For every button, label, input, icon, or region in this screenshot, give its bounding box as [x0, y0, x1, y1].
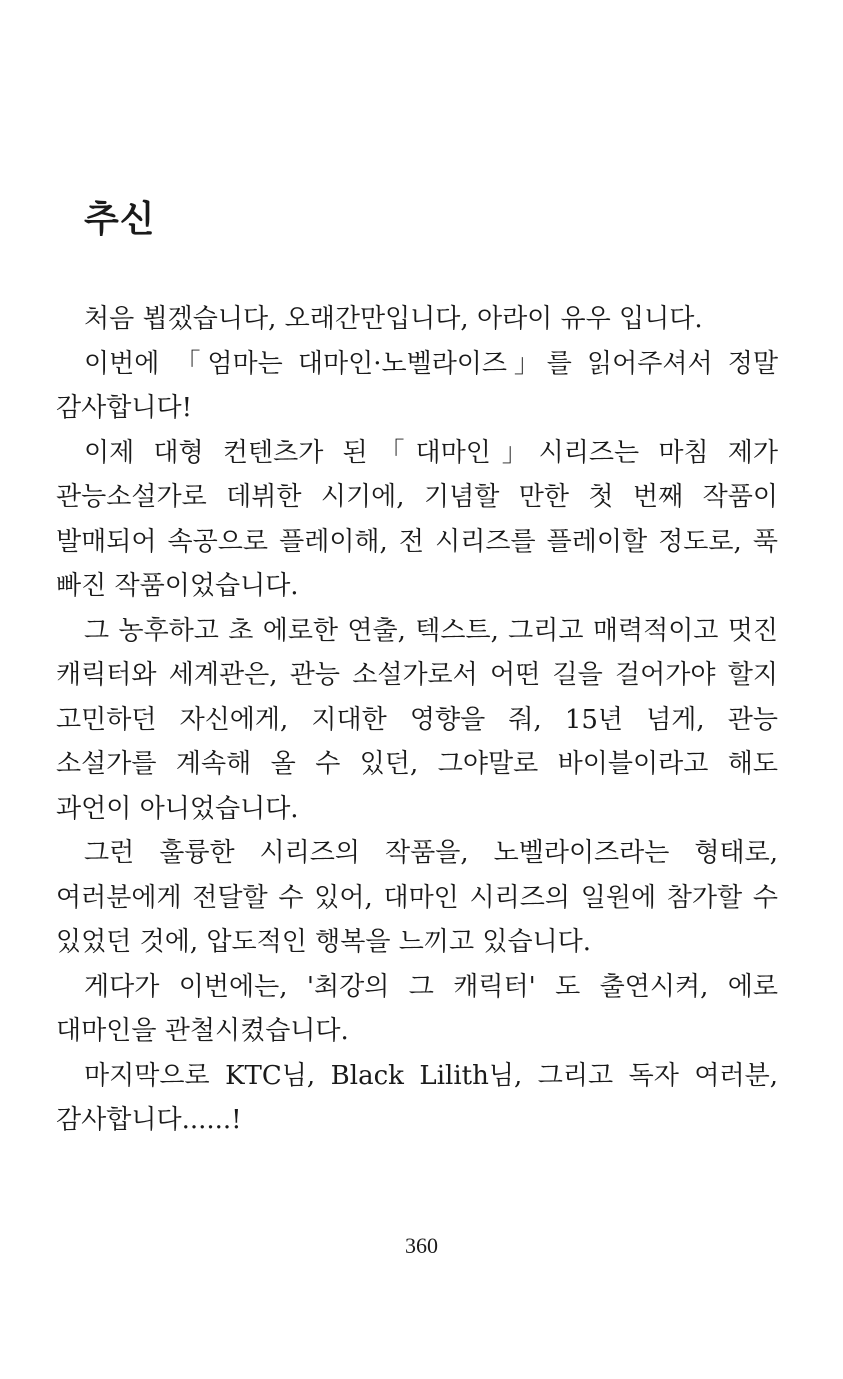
page-number: 360 — [405, 1233, 438, 1258]
afterword-body — [56, 297, 778, 1143]
paragraph: 그런 훌륭한 시리즈의 작품을, 노벨라이즈라는 형태로, 여러분에게 전달할 수 있어, 대마인 시리즈의 일원에 참가할 수 있었던 것에, 압도적인 행복을 느끼고 있습니다. — [56, 838, 778, 957]
paragraph: 그 농후하고 초 에로한 연출, 텍스트, 그리고 매력적이고 멋진 캐릭터와 세계관은, 관능 소설가로서 어떤 길을 걸어가야 할지 고민하던 자신에게, 지대한 영향을 줘, 15년 넘게, 관능 소설가를 계속해 올 수 있던, 그야말로 바이블이라고 해도 과언이 아니었습니다. — [56, 615, 778, 824]
paragraph: 이번에 「엄마는 대마인·노벨라이즈」를 읽어주셔서 정말 감사합니다! — [56, 348, 778, 423]
paragraph: 게다가 이번에는, '최강의 그 캐릭터' 도 출연시켜, 에로 대마인을 관철시켰습니다. — [56, 971, 778, 1046]
paragraph: 마지막으로 KTC님, Black Lilith님, 그리고 독자 여러분, 감사합니다......! — [56, 1060, 778, 1135]
paragraph: 이제 대형 컨텐츠가 된「대마인」시리즈는 마침 제가 관능소설가로 데뷔한 시기에, 기념할 만한 첫 번째 작품이 발매되어 속공으로 플레이해, 전 시리즈를 플레이할 정도로, 푹 빠진 작품이었습니다. — [56, 437, 778, 601]
page-title: 추신 — [84, 199, 156, 240]
paragraph: 처음 뵙겠습니다, 오래간만입니다, 아라이 유우 입니다. — [84, 304, 703, 334]
